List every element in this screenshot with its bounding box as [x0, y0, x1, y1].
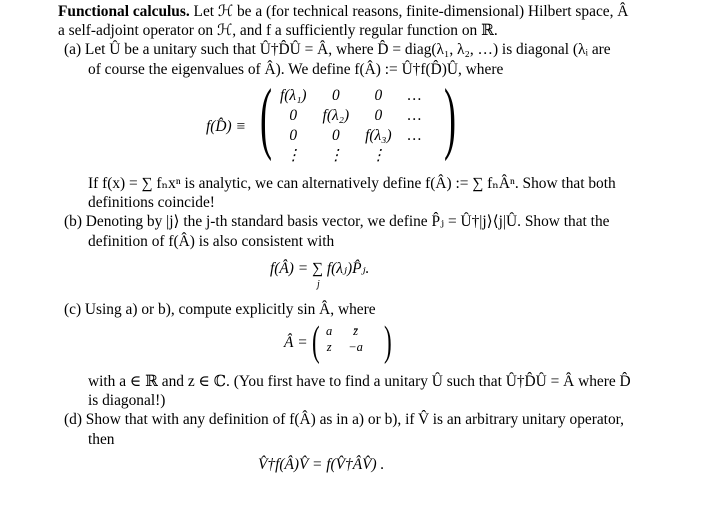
matrix-table — [272, 86, 429, 166]
problem-heading: Functional calculus. — [58, 3, 190, 20]
part-a-line-3: If f(x) = ∑ fₙxⁿ is analytic, we can alternatively define f(Â) := ∑ fₙÂⁿ. Show that both — [88, 175, 616, 192]
c-matrix-row — [318, 339, 371, 355]
intro-line-1 — [58, 2, 628, 22]
part-a-line-1: (a) Let Û be a unitary such that Û†D̂Û = Â, where D̂ = diag(λ₁, λ₂, …) is diagonal (λᵢ are — [64, 41, 611, 58]
intro-text-1: Let ℋ be a (for technical reasons, finite-dimensional) Hilbert space, Â — [189, 3, 629, 20]
matrix-row — [272, 86, 429, 106]
matrix-cell: 0 — [374, 107, 383, 124]
part-a-line-4: definitions coincide! — [88, 194, 215, 211]
matrix-cell: f(λ₂) — [322, 107, 350, 124]
matrix-lhs: f(D̂) ≡ — [206, 118, 246, 135]
part-d-line-2: then — [88, 431, 115, 448]
part-c-line-2: with a ∈ ℝ and z ∈ ℂ. (You first have to find a unitary Û such that Û†D̂Û = Â where D̂ — [88, 373, 631, 390]
matrix-cell: 0 — [374, 87, 383, 104]
c-matrix-table — [318, 323, 371, 355]
matrix-cell: … — [407, 87, 422, 104]
matrix-row — [272, 146, 429, 166]
c-matrix — [312, 319, 394, 365]
matrix-cell: 0 — [289, 107, 298, 124]
intro-line-2: a self-adjoint operator on ℋ, and f a sufficiently regular function on ℝ. — [58, 22, 498, 39]
matrix-left-paren: ( — [260, 74, 272, 162]
part-b-line-2: definition of f(Â) is also consistent with — [88, 233, 335, 250]
matrix-row — [272, 106, 429, 126]
c-matrix-row — [318, 323, 371, 339]
part-b-line-1: (b) Denoting by |j⟩ the j-th standard basis vector, we define P̂ⱼ = Û†|j⟩⟨j|Û. Show that the — [64, 213, 610, 230]
diagonal-matrix — [260, 74, 458, 168]
c-matrix-left-paren: ( — [312, 319, 320, 365]
c-matrix-cell: z — [326, 340, 332, 354]
matrix-cell: 0 — [331, 127, 340, 144]
matrix-cell: 0 — [289, 127, 298, 144]
matrix-cell: f(λ₃) — [365, 127, 392, 144]
matrix-cell: f(λ₁) — [280, 87, 307, 104]
matrix-row — [272, 126, 429, 146]
matrix-cell: ⋮ — [328, 147, 344, 164]
part-b-sum-index: j — [317, 279, 320, 290]
part-c-line-3: is diagonal!) — [88, 392, 166, 409]
c-matrix-right-paren: ) — [384, 319, 392, 365]
matrix-cell: ⋮ — [285, 147, 301, 164]
part-d-equation: V̂†f(Â)V̂ = f(V̂†ÂV̂) . — [258, 456, 385, 473]
part-a-line-2: of course the eigenvalues of Â). We define f(Â) := Û†f(D̂)Û, where — [88, 61, 504, 78]
matrix-right-paren: ) — [444, 74, 456, 162]
matrix-cell — [400, 146, 430, 166]
part-b-equation: f(Â) = ∑ f(λⱼ)P̂ⱼ. — [270, 260, 370, 277]
matrix-cell: … — [407, 107, 422, 124]
c-matrix-cell: z̄ — [353, 324, 359, 338]
matrix-cell: … — [407, 127, 422, 144]
part-c-lhs: Â = — [284, 334, 308, 351]
part-d-line-1: (d) Show that with any definition of f(Â) as in a) or b), if V̂ is an arbitrary unitary operator, — [64, 411, 624, 428]
c-matrix-cell: a — [326, 324, 333, 338]
part-c-line-1: (c) Using a) or b), compute explicitly sin Â, where — [64, 301, 376, 318]
matrix-cell: ⋮ — [370, 147, 387, 164]
matrix-cell: 0 — [331, 87, 340, 104]
c-matrix-cell: −a — [348, 340, 363, 354]
